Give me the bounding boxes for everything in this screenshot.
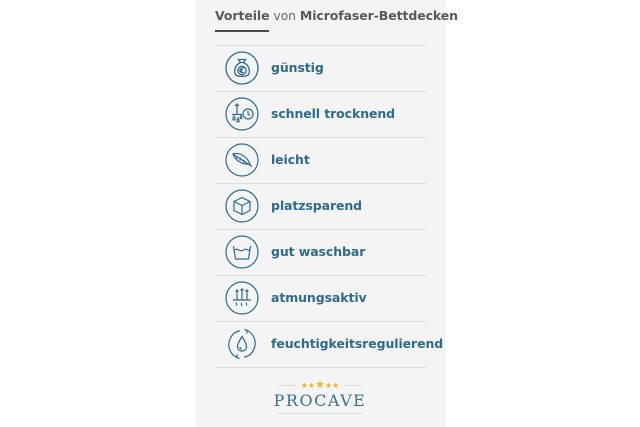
- title-part-product: Microfaser-Bettdecken: [299, 8, 458, 23]
- benefit-item-schnell-trocknend: [215, 92, 426, 137]
- benefit-label: leicht: [271, 152, 310, 167]
- logo-underline: [278, 413, 362, 414]
- wash-basin-icon: [225, 235, 259, 269]
- divider: [215, 367, 426, 368]
- breathable-arrows-icon: [225, 281, 259, 315]
- procave-logo: [270, 380, 370, 416]
- benefit-label: feuchtigkeitsregulierend: [271, 336, 444, 351]
- quick-dry-icon: [225, 97, 259, 131]
- title-underline: [215, 30, 269, 32]
- benefit-item-guenstig: [215, 46, 426, 91]
- benefits-list: [215, 45, 444, 368]
- benefit-item-gut-waschbar: [215, 230, 426, 275]
- title-part-vorteile: Vorteile: [215, 8, 270, 23]
- benefit-label: günstig: [271, 60, 324, 75]
- benefit-label: atmungsaktiv: [271, 290, 367, 305]
- benefit-label: gut waschbar: [271, 244, 366, 259]
- benefit-item-platzsparend: [215, 184, 426, 229]
- brand-name: PROCAVE: [273, 391, 367, 410]
- money-bag-euro-icon: [225, 51, 259, 85]
- box-icon: [225, 189, 259, 223]
- benefit-label: schnell trocknend: [271, 106, 396, 121]
- star-rating-icon: ★★★★★: [300, 378, 340, 391]
- title-part-von: von: [269, 8, 300, 23]
- benefit-item-atmungsaktiv: [215, 276, 426, 321]
- feather-icon: [225, 143, 259, 177]
- benefit-label: platzsparend: [271, 198, 363, 213]
- benefit-item-leicht: [215, 138, 426, 183]
- section-title: [215, 8, 458, 23]
- benefit-item-feuchtigkeitsregulierend: [215, 322, 444, 367]
- moisture-cycle-icon: [225, 327, 259, 361]
- benefits-card: [195, 0, 458, 427]
